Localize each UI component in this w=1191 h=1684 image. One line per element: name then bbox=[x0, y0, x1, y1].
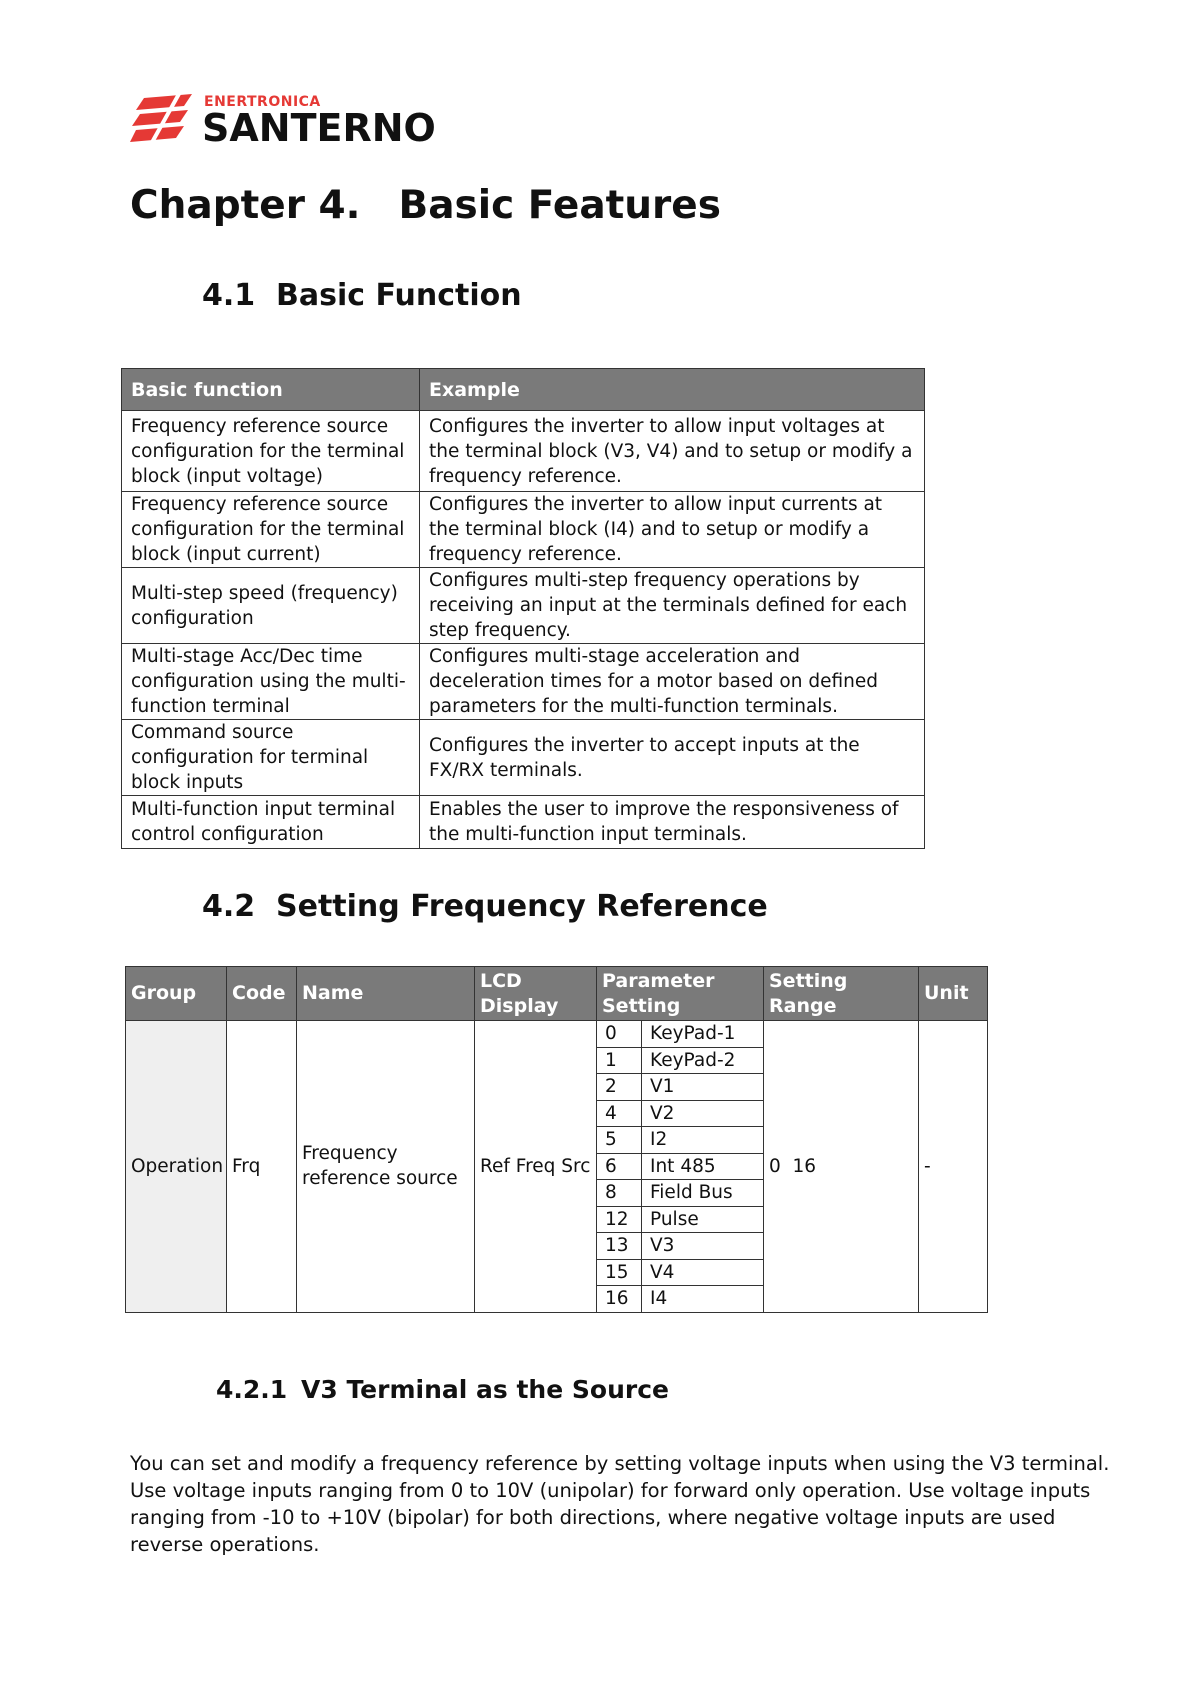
setting-number: 1 bbox=[597, 1047, 642, 1074]
header-lcd-display bbox=[475, 967, 597, 1021]
example-cell: Configures the inverter to allow input currents at the terminal block (I4) and to setup or modify a frequency reference. bbox=[420, 492, 925, 568]
setting-row bbox=[597, 1233, 763, 1260]
parameter-setting-cell bbox=[597, 1021, 764, 1313]
header-group: Group bbox=[126, 967, 227, 1021]
setting-number: 0 bbox=[597, 1021, 642, 1047]
table-row bbox=[122, 720, 925, 796]
basic-function-cell: Frequency reference source configuration for the terminal block (input current) bbox=[122, 492, 420, 568]
setting-row bbox=[597, 1206, 763, 1233]
setting-label: I2 bbox=[642, 1127, 764, 1154]
setting-number: 6 bbox=[597, 1153, 642, 1180]
table-header-row bbox=[122, 369, 925, 411]
setting-number: 12 bbox=[597, 1206, 642, 1233]
header-lcd-line1: LCD bbox=[480, 969, 522, 992]
setting-row bbox=[597, 1259, 763, 1286]
basic-function-cell: Multi-function input terminal control configuration bbox=[122, 796, 420, 849]
subsection-title: V3 Terminal as the Source bbox=[301, 1375, 669, 1404]
basic-function-cell: Multi-step speed (frequency) configuration bbox=[122, 568, 420, 644]
table-header-row bbox=[126, 967, 988, 1021]
header-setting-range: Setting Range bbox=[764, 967, 919, 1021]
setting-number: 13 bbox=[597, 1233, 642, 1260]
setting-label: V4 bbox=[642, 1259, 764, 1286]
setting-label: I4 bbox=[650, 1288, 668, 1310]
basic-function-table bbox=[121, 368, 925, 849]
table-row bbox=[122, 644, 925, 720]
setting-row bbox=[597, 1286, 763, 1312]
setting-number: 5 bbox=[597, 1127, 642, 1154]
example-cell: Configures the inverter to accept inputs at the FX/RX terminals. bbox=[420, 720, 925, 796]
brand-small-text: ENERTRONICA bbox=[204, 94, 321, 110]
setting-number: 2 bbox=[597, 1074, 642, 1101]
header-example: Example bbox=[420, 369, 925, 411]
brand-logo bbox=[130, 88, 450, 150]
name-cell: Frequency reference source bbox=[297, 1021, 475, 1313]
setting-label: V1 bbox=[642, 1074, 764, 1101]
setting-label: KeyPad-2 bbox=[642, 1047, 764, 1074]
table-row bbox=[122, 796, 925, 849]
table-row bbox=[122, 492, 925, 568]
code-cell: Frq bbox=[227, 1021, 297, 1313]
setting-row bbox=[597, 1153, 763, 1180]
subsection-heading-4-2-1 bbox=[216, 1375, 669, 1404]
group-cell: Operation bbox=[126, 1021, 227, 1313]
chapter-title: Basic Features bbox=[398, 183, 721, 228]
section-number: 4.2 bbox=[202, 889, 256, 924]
section-title: Setting Frequency Reference bbox=[276, 889, 768, 924]
setting-row bbox=[597, 1127, 763, 1154]
setting-range-cell: 0 16 bbox=[764, 1021, 919, 1313]
table-row bbox=[122, 411, 925, 492]
unit-cell: - bbox=[919, 1021, 988, 1313]
setting-number: 8 bbox=[597, 1180, 642, 1207]
setting-number: 15 bbox=[597, 1259, 642, 1286]
section-number: 4.1 bbox=[202, 278, 256, 313]
chapter-number: Chapter 4. bbox=[130, 183, 361, 228]
setting-number: 16 bbox=[597, 1286, 642, 1312]
table-row bbox=[122, 568, 925, 644]
header-lcd-line2: Display bbox=[480, 994, 559, 1017]
setting-row bbox=[597, 1074, 763, 1101]
subsection-number: 4.2.1 bbox=[216, 1375, 288, 1404]
lcd-display-cell: Ref Freq Src bbox=[475, 1021, 597, 1313]
section-title: Basic Function bbox=[276, 278, 522, 313]
header-parameter-setting bbox=[597, 967, 764, 1021]
setting-label: KeyPad-1 bbox=[642, 1021, 764, 1047]
setting-label: Pulse bbox=[642, 1206, 764, 1233]
example-cell: Configures multi-step frequency operations by receiving an input at the terminals defined for each step frequency. bbox=[420, 568, 925, 644]
chapter-heading bbox=[130, 183, 721, 228]
setting-row bbox=[597, 1180, 763, 1207]
brand-name: SANTERNO bbox=[202, 106, 436, 150]
example-cell: Configures the inverter to allow input voltages at the terminal block (V3, V4) and to setup or modify a frequency reference. bbox=[420, 411, 925, 492]
header-unit: Unit bbox=[919, 967, 988, 1021]
santerno-logo-icon bbox=[130, 92, 196, 148]
example-cell: Enables the user to improve the responsiveness of the multi-function input terminals. bbox=[420, 796, 925, 849]
body-paragraph: You can set and modify a frequency reference by setting voltage inputs when using the V3 terminal. Use voltage inputs ranging from 0 to 10V (unipolar) for forward only operation. Use voltage inputs ranging from -10 to +10V (bipolar) for both directions, where negative voltage inputs are used reverse operations. bbox=[130, 1452, 1110, 1556]
setting-row bbox=[597, 1047, 763, 1074]
setting-row bbox=[597, 1021, 763, 1047]
header-param-line2: Setting bbox=[602, 994, 681, 1017]
basic-function-cell: Multi-stage Acc/Dec time configuration using the multi-function terminal bbox=[122, 644, 420, 720]
frequency-parameter-table bbox=[125, 966, 988, 1313]
setting-label: Field Bus bbox=[642, 1180, 764, 1207]
setting-label: V2 bbox=[642, 1100, 764, 1127]
header-param-line1: Parameter bbox=[602, 969, 715, 992]
setting-row bbox=[597, 1100, 763, 1127]
basic-function-cell: Frequency reference source configuration for the terminal block (input voltage) bbox=[122, 411, 420, 492]
section-heading-4-2 bbox=[202, 889, 768, 924]
setting-number: 4 bbox=[597, 1100, 642, 1127]
section-heading-4-1 bbox=[202, 278, 522, 313]
table-row bbox=[126, 1021, 988, 1313]
example-cell: Configures multi-stage acceleration and deceleration times for a motor based on defined parameters for the multi-function terminals. bbox=[420, 644, 925, 720]
header-name: Name bbox=[297, 967, 475, 1021]
basic-function-cell: Command source configuration for terminal block inputs bbox=[122, 720, 420, 796]
setting-label: Int 485 bbox=[642, 1153, 764, 1180]
header-basic-function: Basic function bbox=[122, 369, 420, 411]
header-code: Code bbox=[227, 967, 297, 1021]
parameter-setting-list bbox=[597, 1021, 763, 1312]
setting-label: V3 bbox=[642, 1233, 764, 1260]
